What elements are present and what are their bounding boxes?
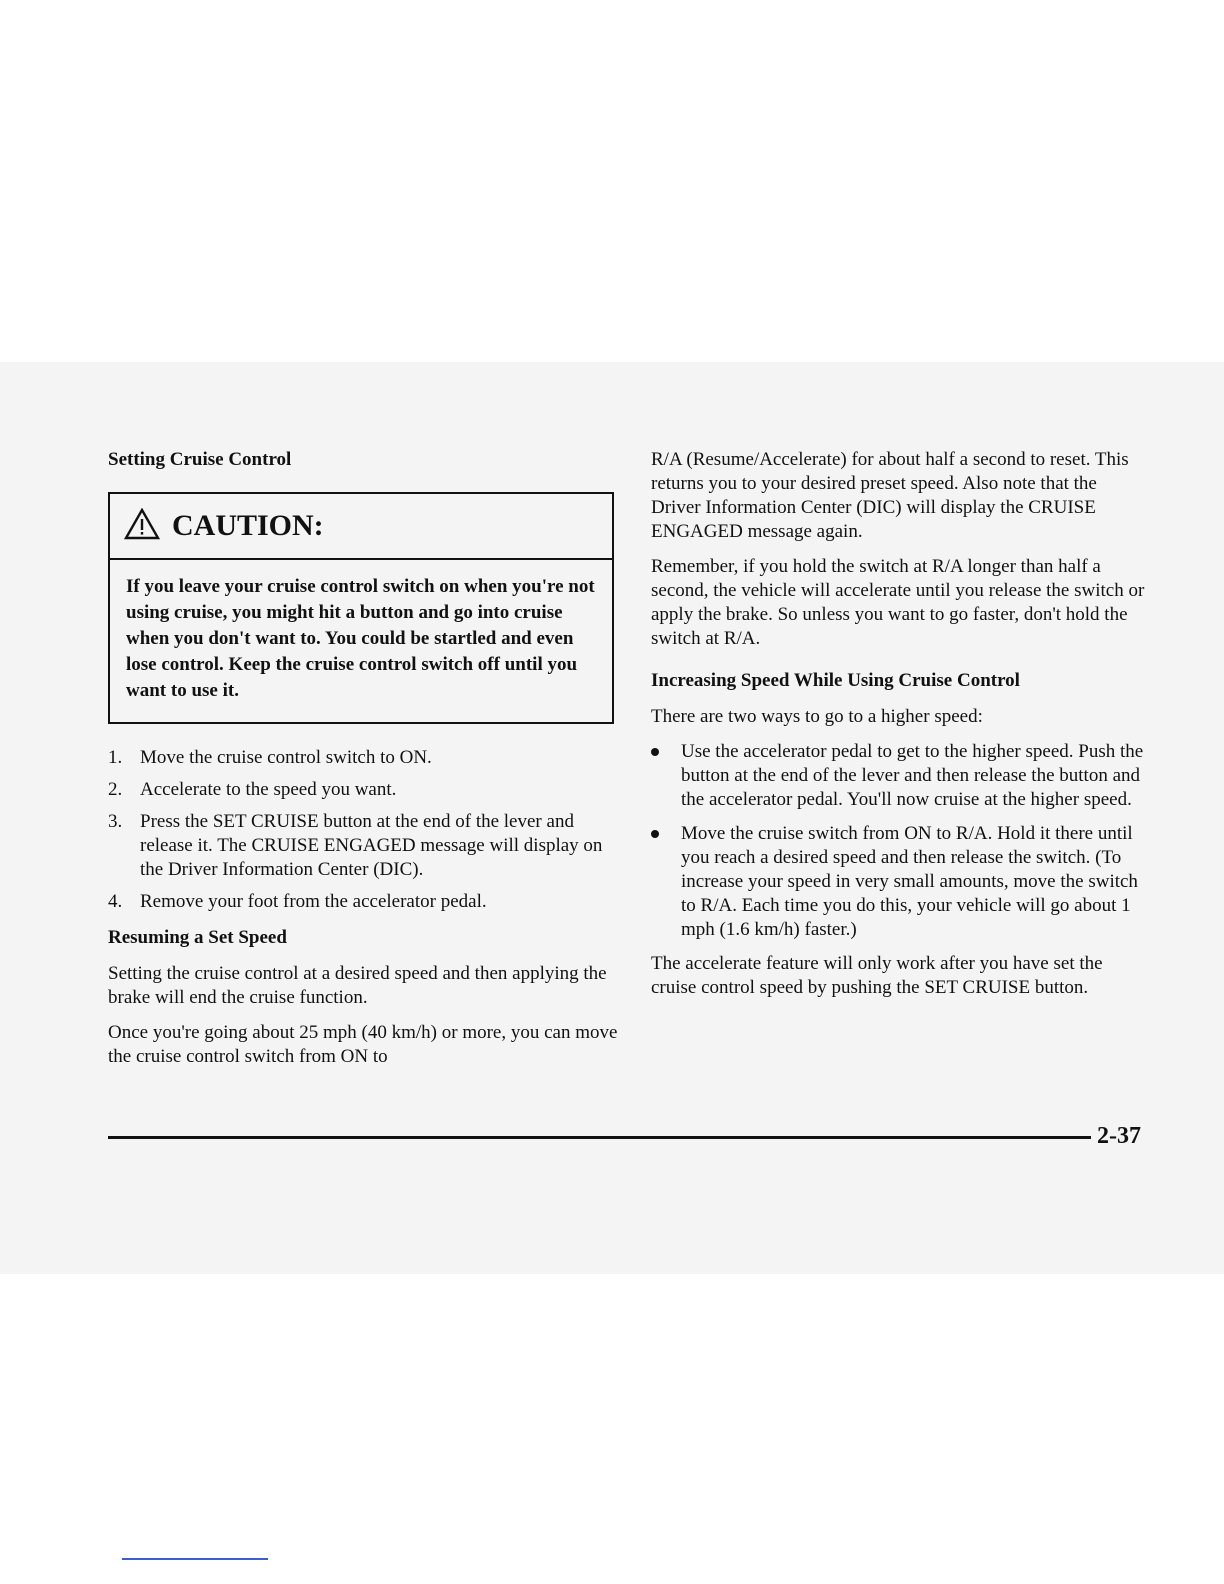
step-text: Move the cruise control switch to ON. — [140, 747, 432, 768]
caution-title: CAUTION: — [172, 509, 324, 542]
footer-link-underline — [122, 1558, 268, 1560]
bullet-list — [651, 740, 1151, 942]
bullet-icon — [651, 740, 681, 812]
steps-list — [108, 746, 618, 914]
list-item — [108, 810, 618, 882]
paragraph: Once you're going about 25 mph (40 km/h) or more, you can move the cruise control switch from ON to — [108, 1022, 618, 1067]
left-column — [108, 448, 618, 1080]
right-column — [651, 448, 1151, 1011]
step-number: 1. — [108, 747, 123, 768]
step-text: Accelerate to the speed you want. — [140, 779, 397, 800]
caution-box — [108, 492, 614, 724]
caution-header — [110, 494, 612, 560]
bullet-text: Move the cruise switch from ON to R/A. Hold it there until you reach a desired speed and then release the switch. (To increase your speed in very small amounts, move the switch to R/A. Each time you do this, your vehicle will go about 1 mph (1.6 km/h) faster.) — [681, 823, 1138, 940]
warning-triangle-icon — [124, 508, 160, 545]
paragraph: There are two ways to go to a higher speed: — [651, 706, 983, 727]
bullet-icon — [651, 822, 681, 942]
paragraph: Setting the cruise control at a desired speed and then applying the brake will end the cruise function. — [108, 963, 607, 1008]
step-text: Press the SET CRUISE button at the end of the lever and release it. The CRUISE ENGAGED message will display on the Driver Information Center (DIC). — [140, 811, 603, 880]
step-number: 3. — [108, 811, 123, 832]
paragraph: R/A (Resume/Accelerate) for about half a second to reset. This returns you to your desired preset speed. Also note that the Driver Information Center (DIC) will display the CRUISE ENGAGED message again. — [651, 449, 1129, 542]
section-heading-increasing-speed: Increasing Speed While Using Cruise Control — [651, 670, 1020, 691]
step-number: 2. — [108, 779, 123, 800]
footer-rule — [108, 1136, 1091, 1139]
bullet-text: Use the accelerator pedal to get to the higher speed. Push the button at the end of the lever and then release the button and the accelerator pedal. You'll now cruise at the higher speed. — [681, 741, 1144, 810]
paragraph: Remember, if you hold the switch at R/A longer than half a second, the vehicle will accelerate until you release the switch or apply the brake. So unless you want to go faster, don't hold the switch at R/A. — [651, 556, 1145, 649]
list-item — [108, 890, 618, 914]
list-item — [651, 740, 1151, 812]
paragraph: The accelerate feature will only work after you have set the cruise control speed by pushing the SET CRUISE button. — [651, 953, 1103, 998]
section-heading-resuming: Resuming a Set Speed — [108, 927, 287, 948]
caution-body: If you leave your cruise control switch on when you're not using cruise, you might hit a button and go into cruise when you don't want to. You could be startled and even lose control. Keep the cruise control switch off until you want to use it. — [126, 576, 595, 701]
list-item — [651, 822, 1151, 942]
page-number: 2-37 — [1097, 1123, 1141, 1149]
step-number: 4. — [108, 891, 123, 912]
section-heading-setting-cruise: Setting Cruise Control — [108, 449, 292, 470]
list-item — [108, 746, 618, 770]
list-item — [108, 778, 618, 802]
step-text: Remove your foot from the accelerator pedal. — [140, 891, 487, 912]
